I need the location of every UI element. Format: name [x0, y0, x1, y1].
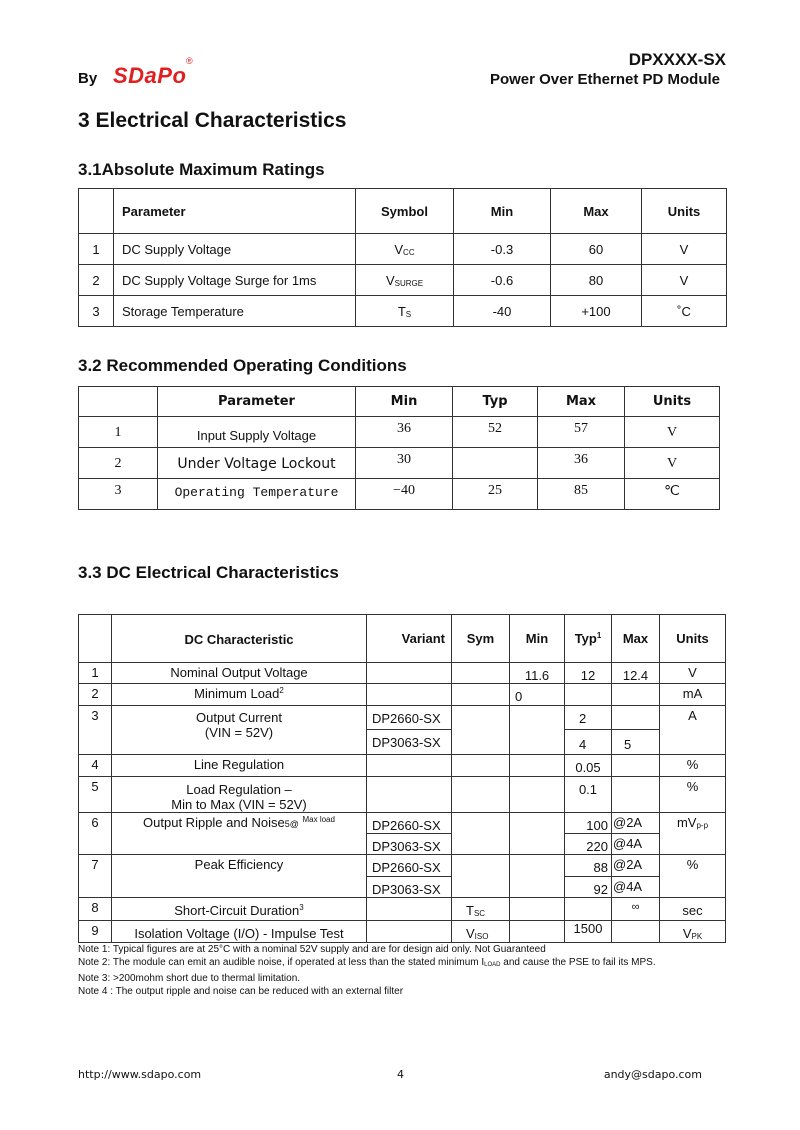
min-value: [510, 755, 565, 777]
note-4: Note 4 : The output ripple and noise can be reduced with an external filter: [78, 986, 404, 997]
min-value: 11.6: [510, 663, 565, 684]
characteristic: Nominal Output Voltage: [112, 663, 367, 684]
characteristic: Minimum Load$^2$: [112, 684, 367, 706]
table-row: [79, 898, 726, 921]
notes: [78, 943, 656, 998]
units: %: [660, 855, 726, 898]
units: V: [642, 234, 727, 265]
model-number: DPXXXX-SX: [628, 50, 726, 69]
sym: [452, 684, 510, 706]
units: %: [660, 755, 726, 777]
row-number: 2: [79, 448, 158, 479]
variant: DP3063-SX: [367, 877, 452, 898]
min-value: −40: [356, 479, 453, 510]
sym: [452, 663, 510, 684]
col-header-no: [79, 615, 112, 663]
typ-value: 0.05: [565, 755, 612, 777]
rec-op-table: [78, 386, 720, 510]
col-header-parameter: Parameter: [158, 387, 356, 417]
variant: [367, 684, 452, 706]
table-row: [79, 684, 726, 706]
max-value: 57: [538, 417, 625, 448]
col-header-sym: Sym: [452, 615, 510, 663]
min-value: -0.3: [454, 234, 551, 265]
footer-email[interactable]: andy@sdapo.com: [603, 1068, 702, 1081]
typ-value: 2: [565, 706, 612, 730]
col-header-no: [79, 387, 158, 417]
table-header-row: [79, 615, 726, 663]
brand-logo: SDaPo: [113, 63, 187, 88]
variant: [367, 921, 452, 943]
min-value: 30: [356, 448, 453, 479]
typ-value: [453, 448, 538, 479]
max-value: @4A: [612, 877, 660, 898]
variant: [367, 777, 452, 813]
dc-char-title: 3.3 DC Electrical Characteristics: [78, 563, 339, 582]
section-title: 3 Electrical Characteristics: [78, 109, 347, 132]
variant: [367, 755, 452, 777]
units: V: [625, 417, 720, 448]
characteristic: Short-Circuit Duration$^3$: [112, 898, 367, 921]
table-row: [79, 479, 720, 510]
min-value: [510, 777, 565, 813]
table-row: [79, 706, 726, 730]
table-row: [79, 448, 720, 479]
row-number: 7: [79, 855, 112, 898]
units: V: [660, 663, 726, 684]
min-value: [510, 813, 565, 855]
row-number: 3: [79, 479, 158, 510]
max-value: ∞: [612, 898, 660, 921]
units: ℃: [625, 479, 720, 510]
symbol: $V_{CC}$: [356, 234, 454, 265]
min-value: 0: [510, 684, 565, 706]
table-row: [79, 755, 726, 777]
max-value: 5: [612, 730, 660, 755]
typ-value: 0.1: [565, 777, 612, 813]
variant: DP2660-SX: [367, 813, 452, 834]
dc-char-table: [78, 614, 726, 943]
symbol: $T_S$: [356, 296, 454, 327]
typ-value: 220: [565, 834, 612, 855]
col-header-units: Units: [625, 387, 720, 417]
row-number: 9: [79, 921, 112, 943]
parameter: Operating Temperature: [158, 479, 356, 510]
units: sec: [660, 898, 726, 921]
col-header-typ: Typ$^1$: [565, 615, 612, 663]
row-number: 2: [79, 265, 114, 296]
col-header-min: Min: [356, 387, 453, 417]
max-value: [612, 777, 660, 813]
variant: DP3063-SX: [367, 730, 452, 755]
typ-value: 92: [565, 877, 612, 898]
typ-value: 52: [453, 417, 538, 448]
units: $V_{PK}$: [660, 921, 726, 943]
row-number: 1: [79, 234, 114, 265]
characteristic: Load Regulation – Min to Max (VIN = 52V): [112, 777, 367, 813]
col-header-characteristic: DC Characteristic: [112, 615, 367, 663]
max-value: @4A: [612, 834, 660, 855]
table-row: [79, 855, 726, 877]
sym: [452, 777, 510, 813]
min-value: [510, 898, 565, 921]
sym: [452, 855, 510, 898]
max-value: @2A: [612, 813, 660, 834]
variant: [367, 898, 452, 921]
typ-value: 88: [565, 855, 612, 877]
max-value: @2A: [612, 855, 660, 877]
table-row: [79, 265, 727, 296]
col-header-typ: Typ: [453, 387, 538, 417]
table-row: [79, 921, 726, 943]
col-header-max: Max: [612, 615, 660, 663]
by-label: By: [78, 70, 98, 87]
row-number: 3: [79, 706, 112, 755]
units: V: [642, 265, 727, 296]
symbol: $V_{SURGE}$: [356, 265, 454, 296]
units: A: [660, 706, 726, 755]
rec-op-title: 3.2 Recommended Operating Conditions: [78, 356, 407, 375]
abs-max-title: 3.1Absolute Maximum Ratings: [78, 160, 325, 179]
min-value: 36: [356, 417, 453, 448]
col-header-variant: Variant: [367, 615, 452, 663]
units: mA: [660, 684, 726, 706]
table-header-row: [79, 387, 720, 417]
min-value: [510, 921, 565, 943]
parameter: Input Supply Voltage: [158, 417, 356, 448]
typ-value: 12: [565, 663, 612, 684]
max-value: [612, 684, 660, 706]
max-value: +100: [551, 296, 642, 327]
col-header-no: [79, 189, 114, 234]
col-header-units: Units: [660, 615, 726, 663]
variant: DP2660-SX: [367, 855, 452, 877]
col-header-symbol: Symbol: [356, 189, 454, 234]
table-row: [79, 296, 727, 327]
col-header-parameter: Parameter: [114, 189, 356, 234]
page-number: 4: [397, 1068, 404, 1081]
units: $mV_{p-p}$: [660, 813, 726, 855]
table-row: [79, 663, 726, 684]
variant: DP3063-SX: [367, 834, 452, 855]
row-number: 6: [79, 813, 112, 855]
row-number: 8: [79, 898, 112, 921]
typ-value: 4: [565, 730, 612, 755]
characteristic: Output Ripple and Noise5@ $^{Max load}$: [112, 813, 367, 855]
note-2: Note 2: The module can emit an audible noise, if operated at less than the stated minimum $I_{LOAD}$ and cause the PSE to fail its MPS.: [78, 957, 656, 968]
col-header-min: Min: [510, 615, 565, 663]
characteristic: Peak Efficiency: [112, 855, 367, 898]
characteristic: Line Regulation: [112, 755, 367, 777]
sym: [452, 813, 510, 855]
note-1: Note 1: Typical figures are at 25°C with a nominal 52V supply and are for design aid only. Not Guaranteed: [78, 944, 546, 955]
typ-value: [565, 684, 612, 706]
col-header-min: Min: [454, 189, 551, 234]
table-row: [79, 234, 727, 265]
row-number: 1: [79, 417, 158, 448]
max-value: 85: [538, 479, 625, 510]
parameter: Storage Temperature: [114, 296, 356, 327]
typ-value: 1500: [565, 921, 612, 943]
parameter: DC Supply Voltage: [114, 234, 356, 265]
col-header-max: Max: [551, 189, 642, 234]
typ-value: 100: [565, 813, 612, 834]
characteristic: Output Current (VIN = 52V): [112, 706, 367, 755]
parameter: Under Voltage Lockout: [158, 448, 356, 479]
parameter: DC Supply Voltage Surge for 1ms: [114, 265, 356, 296]
row-number: 1: [79, 663, 112, 684]
units: V: [625, 448, 720, 479]
table-header-row: [79, 189, 727, 234]
max-value: [612, 706, 660, 730]
units: ˚C: [642, 296, 727, 327]
row-number: 2: [79, 684, 112, 706]
max-value: [612, 755, 660, 777]
table-row: [79, 813, 726, 834]
typ-value: 25: [453, 479, 538, 510]
min-value: [510, 706, 565, 755]
row-number: 4: [79, 755, 112, 777]
abs-max-table: [78, 188, 727, 327]
max-value: 60: [551, 234, 642, 265]
col-header-max: Max: [538, 387, 625, 417]
characteristic: Isolation Voltage (I/O) - Impulse Test: [112, 921, 367, 943]
variant: [367, 663, 452, 684]
min-value: -40: [454, 296, 551, 327]
units: %: [660, 777, 726, 813]
row-number: 5: [79, 777, 112, 813]
min-value: [510, 855, 565, 898]
product-subtitle: Power Over Ethernet PD Module: [489, 71, 720, 88]
min-value: -0.6: [454, 265, 551, 296]
variant: DP2660-SX: [367, 706, 452, 730]
typ-value: [565, 898, 612, 921]
sym: $T_{SC}$: [452, 898, 510, 921]
footer-url[interactable]: http://www.sdapo.com: [78, 1068, 202, 1081]
max-value: 36: [538, 448, 625, 479]
col-header-units: Units: [642, 189, 727, 234]
table-row: [79, 417, 720, 448]
registered-mark: ®: [186, 56, 193, 66]
max-value: 80: [551, 265, 642, 296]
sym: $V_{ISO}$: [452, 921, 510, 943]
sym: [452, 706, 510, 755]
sym: [452, 755, 510, 777]
row-number: 3: [79, 296, 114, 327]
note-3: Note 3: >200mohm short due to thermal limitation.: [78, 973, 301, 984]
max-value: [612, 921, 660, 943]
max-value: 12.4: [612, 663, 660, 684]
table-row: [79, 777, 726, 813]
